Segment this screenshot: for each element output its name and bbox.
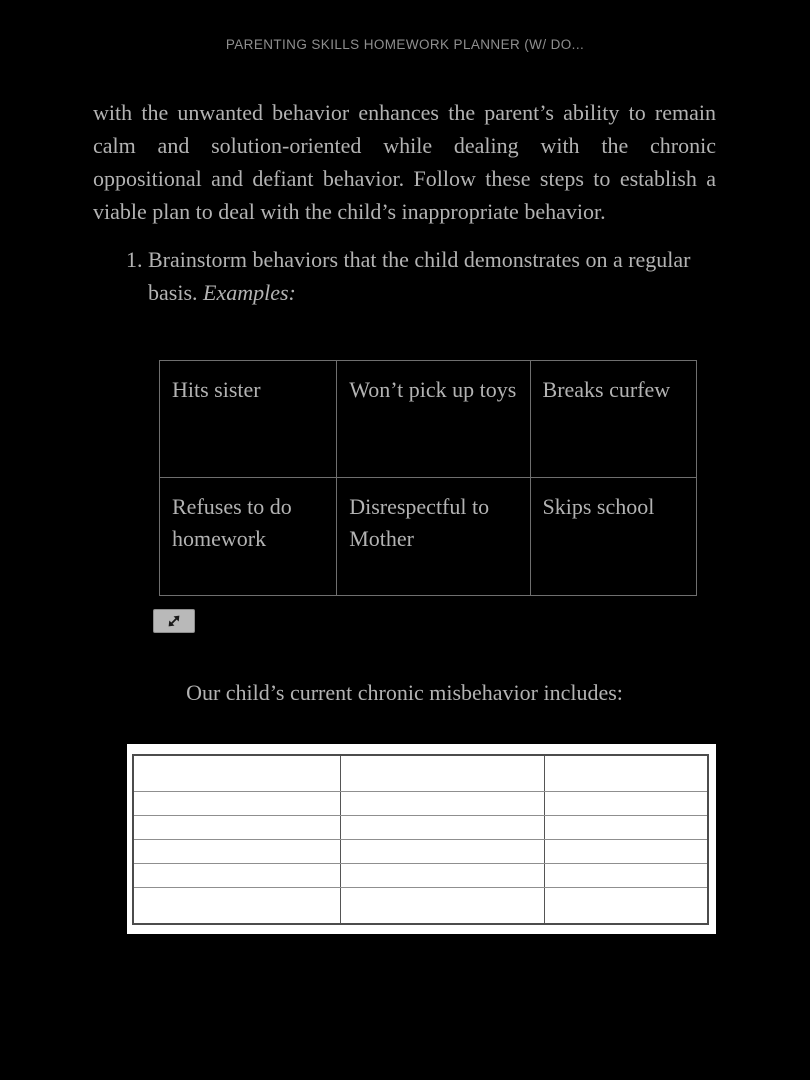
worksheet-table-cell <box>133 815 340 839</box>
examples-table-row <box>160 361 697 478</box>
worksheet-table-cell <box>544 888 708 924</box>
list-text <box>148 243 716 309</box>
worksheet-table-row <box>133 839 708 863</box>
list-text-emphasis: Examples: <box>203 280 296 305</box>
table-expand-button[interactable] <box>153 609 195 633</box>
worksheet-table-row <box>133 815 708 839</box>
worksheet-table-cell <box>133 839 340 863</box>
worksheet-table-cell <box>544 755 708 791</box>
worksheet-table-cell <box>340 888 544 924</box>
worksheet-table-cell <box>133 791 340 815</box>
worksheet-table-cell <box>340 755 544 791</box>
worksheet-table <box>132 754 709 925</box>
worksheet-table-cell <box>340 815 544 839</box>
worksheet-table-row <box>133 864 708 888</box>
worksheet-table-cell <box>340 839 544 863</box>
examples-table <box>159 360 697 596</box>
worksheet-table-row <box>133 888 708 924</box>
examples-table-cell: Skips school <box>530 478 696 596</box>
examples-table-cell: Breaks curfew <box>530 361 696 478</box>
worksheet-table-cell <box>544 839 708 863</box>
worksheet-table-cell <box>340 864 544 888</box>
examples-table-body <box>160 361 697 596</box>
list-number: 1. <box>126 247 143 272</box>
examples-table-cell: Refuses to do homework <box>160 478 337 596</box>
running-book-title: PARENTING SKILLS HOMEWORK PLANNER (W/ DO... <box>225 37 585 52</box>
worksheet-table-row <box>133 755 708 791</box>
page-content <box>93 96 716 934</box>
numbered-list-item <box>126 243 716 309</box>
body-paragraph: with the unwanted behavior enhances the parent’s ability to remain calm and solution-oriented while dealing with the chronic oppositional and defiant behavior. Follow these steps to establish a viable plan to deal with the child’s inappropriate behavior. <box>93 100 716 224</box>
examples-table-cell: Hits sister <box>160 361 337 478</box>
worksheet-table-cell <box>133 888 340 924</box>
worksheet-table-row <box>133 791 708 815</box>
worksheet-table-cell <box>340 791 544 815</box>
worksheet-table-cell <box>544 791 708 815</box>
list-text-main: Brainstorm behaviors that the child demonstrates on a regular basis. <box>148 247 691 305</box>
examples-table-row <box>160 478 697 596</box>
expand-icon <box>165 612 183 630</box>
worksheet-table-cell <box>544 815 708 839</box>
worksheet-table-cell <box>133 755 340 791</box>
prompt-text: Our child’s current chronic misbehavior includes: <box>186 680 623 705</box>
worksheet-table-body <box>133 755 708 924</box>
examples-table-cell: Won’t pick up toys <box>337 361 530 478</box>
worksheet-table-cell <box>133 864 340 888</box>
examples-table-cell: Disrespectful to Mother <box>337 478 530 596</box>
worksheet-image[interactable] <box>127 744 716 934</box>
worksheet-table-cell <box>544 864 708 888</box>
